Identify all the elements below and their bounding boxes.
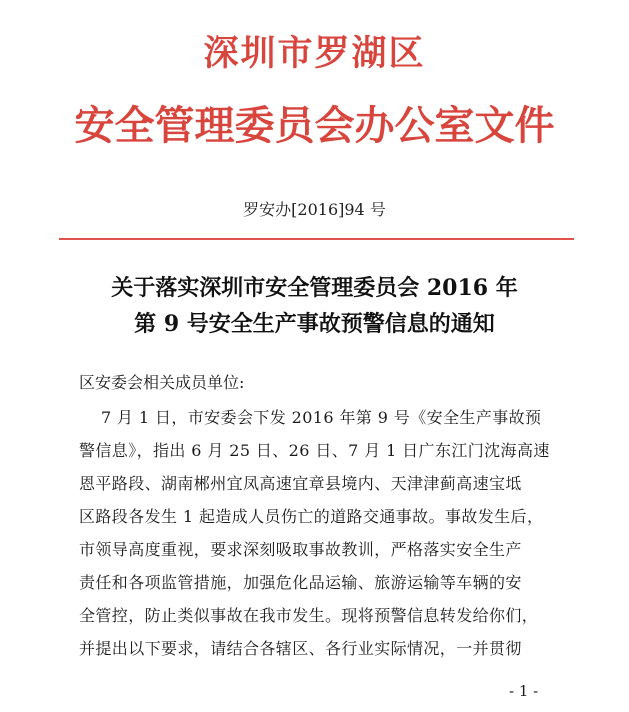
body-line: 警信息》，指出 6 月 25 日、26 日、7 月 1 日广东江门沈海高速 [79, 441, 550, 460]
body-line: 恩平路段、湖南郴州宜凤高速宜章县境内、天津津蓟高速宝坻 [79, 474, 522, 493]
body-line: 市领导高度重视，要求深刻吸取事故教训，严格落实安全生产 [79, 540, 522, 559]
issuer-name-line2: 安全管理委员会办公室文件 [74, 102, 555, 149]
document-title-line2: 第 9 号安全生产事故预警信息的通知 [134, 311, 495, 337]
red-divider-line [59, 238, 574, 240]
body-line: 全管控，防止类似事故在我市发生。现将预警信息转发给你们， [79, 606, 539, 625]
body-line: 区路段各发生 1 起造成人员伤亡的道路交通事故。事故发生后， [79, 507, 544, 526]
salutation: 区安委会相关成员单位: [79, 373, 245, 392]
document-title-line1: 关于落实深圳市安全管理委员会 2016 年 [111, 275, 518, 301]
page-number: - 1 - [509, 682, 539, 700]
issuer-name-line1: 深圳市罗湖区 [203, 33, 426, 74]
body-line: 责任和各项监管措施，加强危化品运输、旅游运输等车辆的安 [79, 573, 522, 592]
document-number: 罗安办[2016]94 号 [243, 200, 386, 219]
body-line: 并提出以下要求，请结合各辖区、各行业实际情况，一并贯彻 [79, 639, 522, 658]
body-line: 7 月 1 日，市安委会下发 2016 年第 9 号《安全生产事故预 [79, 408, 542, 427]
